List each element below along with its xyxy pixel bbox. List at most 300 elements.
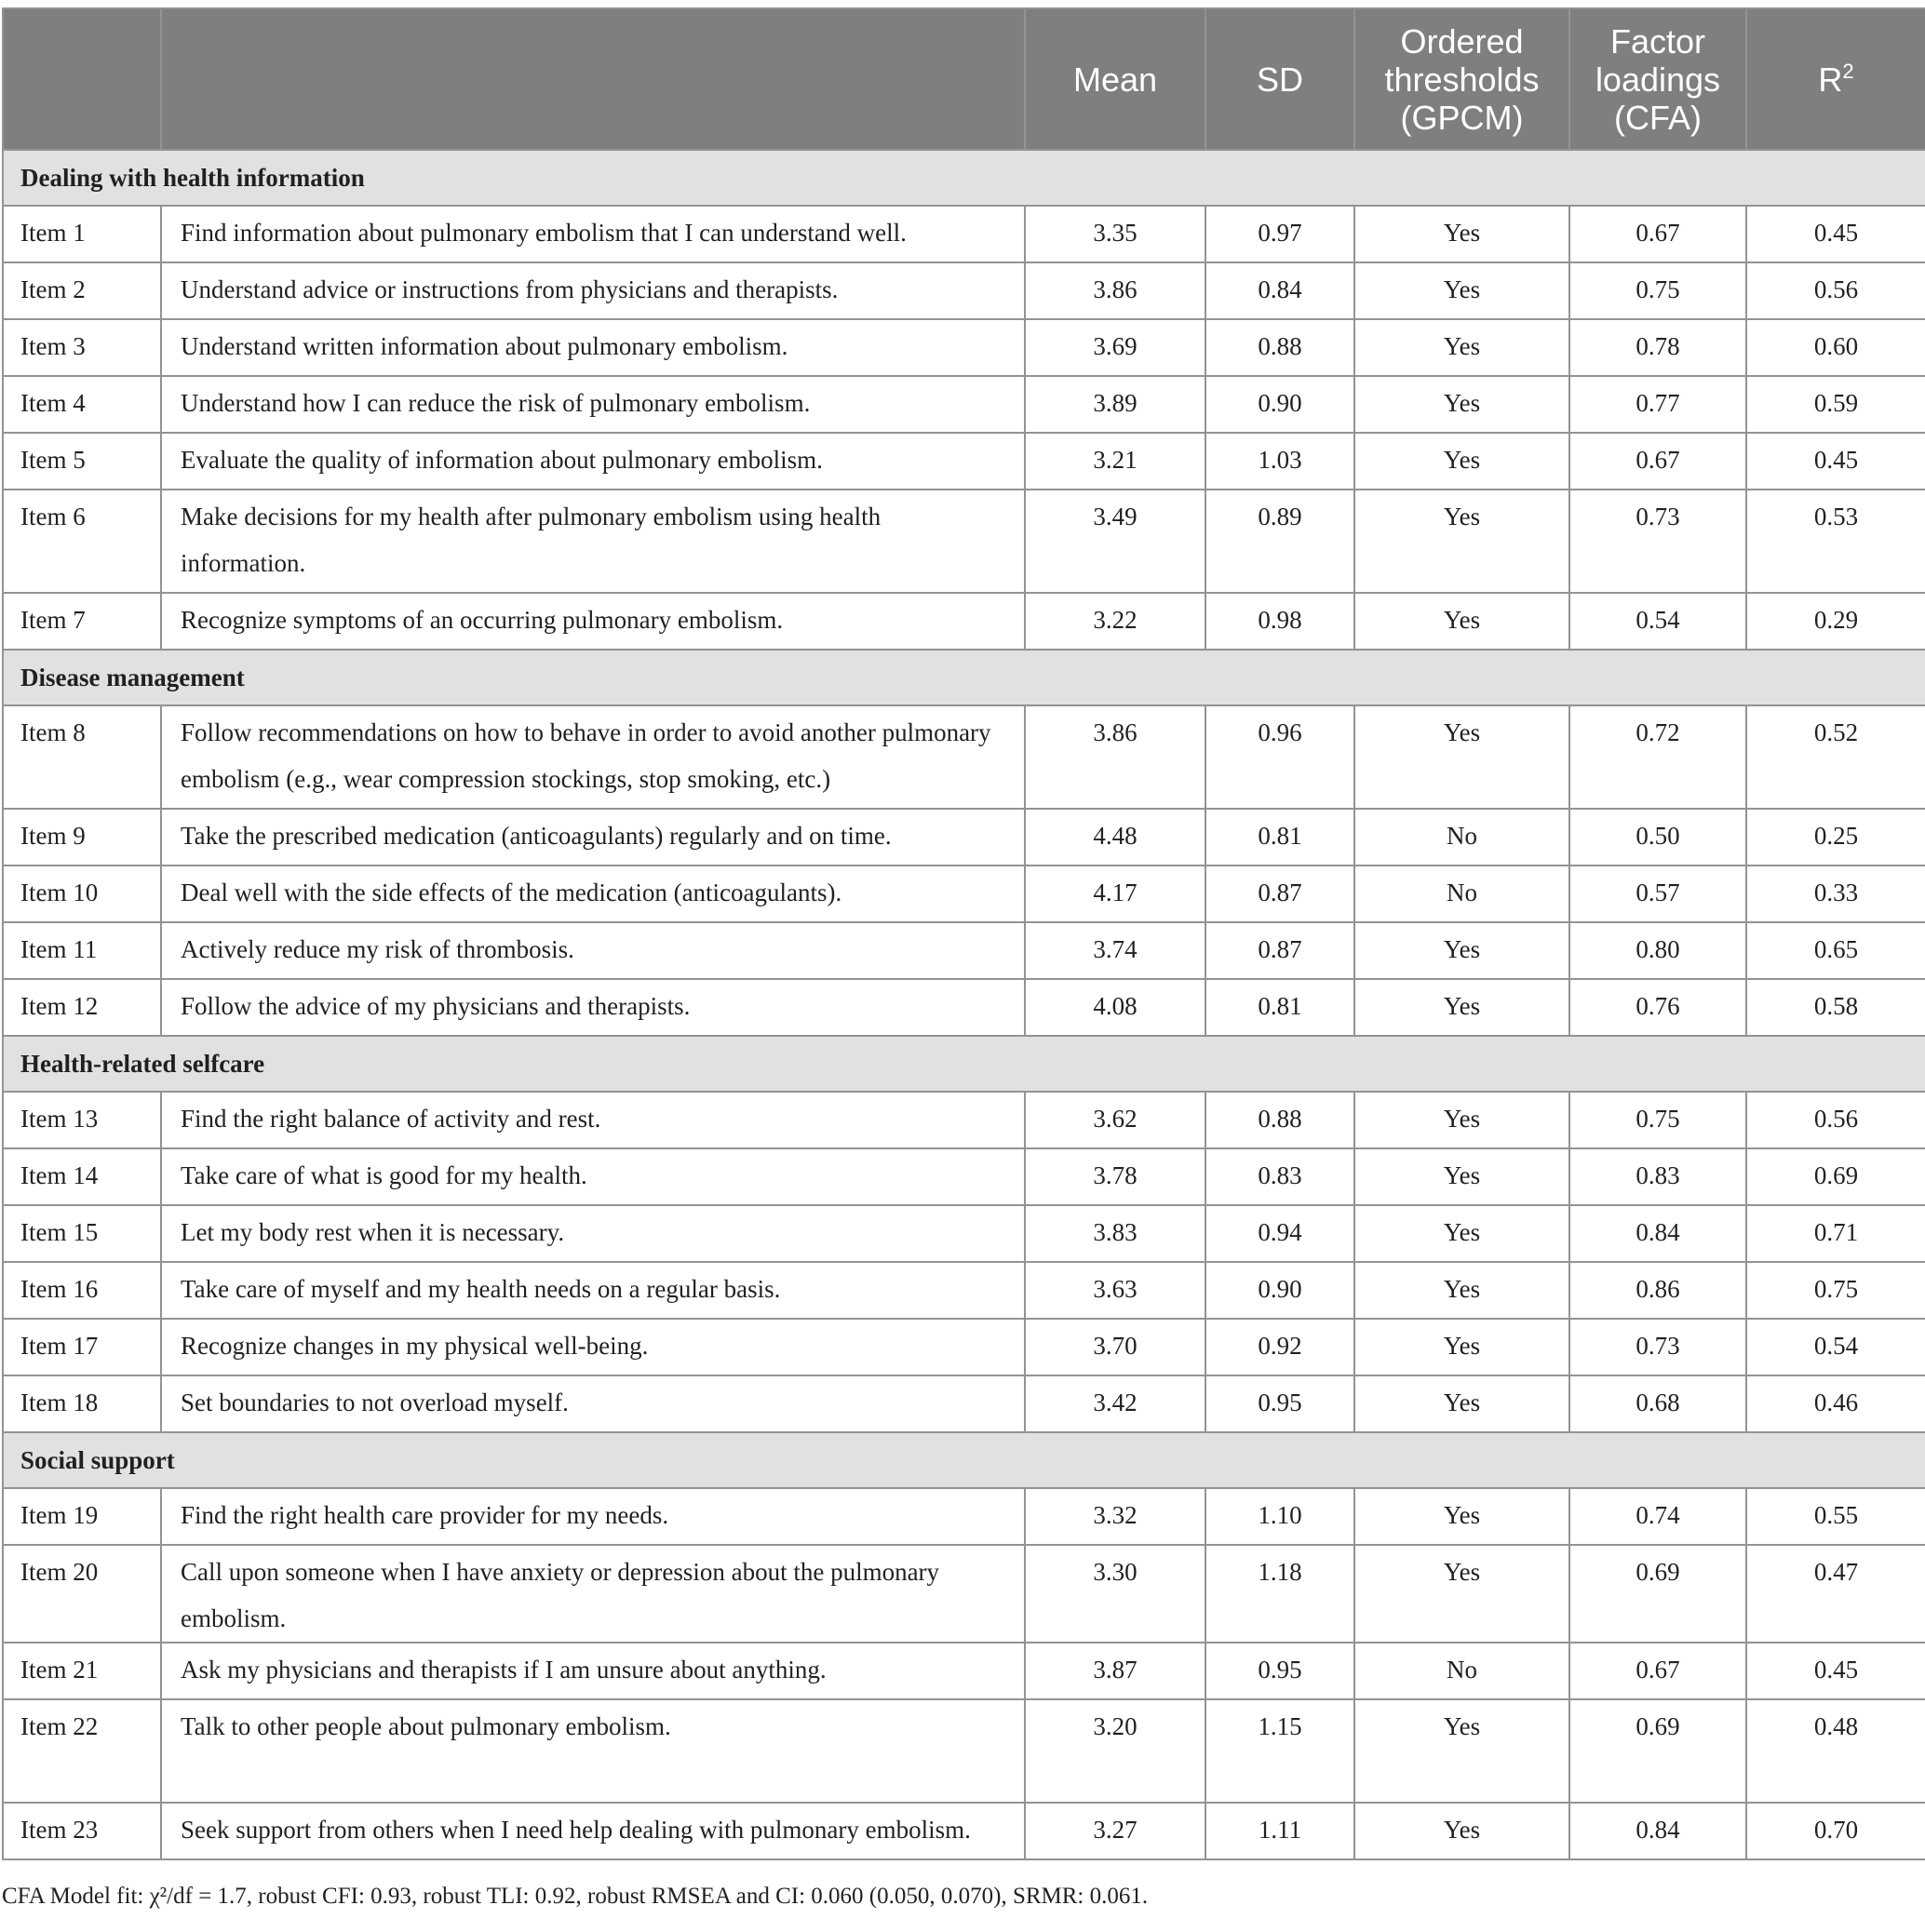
mean-value-text: 3.83 (1093, 1218, 1138, 1246)
r2-value-text: 0.54 (1813, 1332, 1859, 1360)
mean-value (1025, 1699, 1205, 1803)
thresholds-value-text: Yes (1443, 1275, 1481, 1303)
header-loadings: Factor loadings (CFA) (1569, 8, 1746, 150)
item-id (3, 1205, 161, 1262)
loading-value (1569, 206, 1746, 262)
sd-value (1205, 1092, 1354, 1148)
item-text-text: Recognize changes in my physical well-being. (181, 1332, 649, 1360)
sd-value-text: 0.88 (1258, 332, 1302, 360)
mean-value (1025, 865, 1205, 922)
r2-value-text: 0.48 (1813, 1712, 1859, 1740)
r2-value (1746, 922, 1925, 979)
loading-value-text: 0.80 (1636, 935, 1680, 963)
item-id (3, 1699, 161, 1803)
table-row (3, 433, 1925, 490)
item-text (161, 376, 1025, 433)
mean-value-text: 3.22 (1093, 606, 1138, 634)
thresholds-value (1354, 490, 1569, 593)
table-row (3, 1488, 1925, 1545)
sd-value (1205, 979, 1354, 1036)
item-text (161, 262, 1025, 319)
sd-value (1205, 1262, 1354, 1319)
r2-value (1746, 809, 1925, 865)
r2-value (1746, 206, 1925, 262)
item-text-text: Understand written information about pulmonary embolism. (181, 332, 788, 360)
sd-value (1205, 1545, 1354, 1643)
item-text-text: Deal well with the side effects of the medication (anticoagulants). (181, 879, 842, 906)
sd-value-text: 0.94 (1258, 1218, 1302, 1246)
sd-value (1205, 705, 1354, 809)
mean-value (1025, 1803, 1205, 1859)
item-id-text: Item 5 (20, 446, 86, 474)
section-title: Dealing with health information (3, 150, 1925, 206)
loading-value-text: 0.74 (1636, 1501, 1680, 1529)
r2-value (1746, 865, 1925, 922)
sd-value (1205, 593, 1354, 650)
loading-value (1569, 1148, 1746, 1205)
thresholds-value-text: Yes (1443, 503, 1481, 530)
item-id (3, 1803, 161, 1859)
sd-value-text: 0.81 (1258, 822, 1302, 850)
r2-value (1746, 1699, 1925, 1803)
item-id (3, 376, 161, 433)
mean-value (1025, 1545, 1205, 1643)
sd-value-text: 0.92 (1258, 1332, 1302, 1360)
table-body (3, 150, 1925, 1859)
item-id (3, 1092, 161, 1148)
thresholds-value (1354, 865, 1569, 922)
sd-value-text: 0.88 (1258, 1105, 1302, 1133)
loading-value (1569, 705, 1746, 809)
loading-value-text: 0.73 (1636, 503, 1680, 530)
item-id (3, 865, 161, 922)
thresholds-value-text: Yes (1443, 1501, 1481, 1529)
item-text (161, 809, 1025, 865)
item-id-text: Item 11 (20, 935, 98, 963)
table-row (3, 1375, 1925, 1432)
thresholds-value (1354, 319, 1569, 376)
table-row (3, 922, 1925, 979)
r2-value (1746, 1488, 1925, 1545)
r2-value-text: 0.75 (1813, 1275, 1859, 1303)
r2-value-text: 0.45 (1813, 446, 1859, 474)
item-text (161, 1699, 1025, 1803)
item-id (3, 1545, 161, 1643)
results-table (2, 7, 1925, 1860)
item-id-text: Item 9 (20, 822, 86, 850)
table-footnote: CFA Model fit: χ²/df = 1.7, robust CFI: 0.93, robust TLI: 0.92, robust RMSEA and CI: 0.060 (0.050, 0.070), SRMR: 0.061. (2, 1884, 1149, 1909)
thresholds-value (1354, 1375, 1569, 1432)
item-text-text: Find the right health care provider for my needs. (181, 1501, 669, 1529)
item-id (3, 1262, 161, 1319)
loading-value (1569, 1643, 1746, 1699)
item-text (161, 1262, 1025, 1319)
item-text (161, 1205, 1025, 1262)
item-id (3, 809, 161, 865)
mean-value-text: 3.69 (1093, 332, 1138, 360)
r2-value (1746, 1262, 1925, 1319)
item-id-text: Item 17 (20, 1332, 99, 1360)
sd-value-text: 0.90 (1258, 1275, 1302, 1303)
mean-value-text: 3.27 (1093, 1816, 1138, 1844)
mean-value (1025, 1375, 1205, 1432)
thresholds-value (1354, 1699, 1569, 1803)
item-text (161, 206, 1025, 262)
thresholds-value (1354, 262, 1569, 319)
thresholds-value-text: Yes (1443, 219, 1481, 247)
table-row (3, 979, 1925, 1036)
thresholds-value (1354, 1545, 1569, 1643)
item-id (3, 1643, 161, 1699)
thresholds-value (1354, 1319, 1569, 1375)
sd-value-text: 0.83 (1258, 1161, 1302, 1189)
mean-value (1025, 1092, 1205, 1148)
sd-value (1205, 1205, 1354, 1262)
r2-value (1746, 1148, 1925, 1205)
thresholds-value-text: Yes (1443, 275, 1481, 303)
r2-value (1746, 319, 1925, 376)
mean-value (1025, 1643, 1205, 1699)
header-row (3, 8, 1925, 150)
header-r2-superscript: 2 (1842, 59, 1854, 83)
item-id (3, 1319, 161, 1375)
item-id (3, 490, 161, 593)
mean-value-text: 4.48 (1093, 822, 1138, 850)
mean-value-text: 3.42 (1093, 1389, 1138, 1416)
table-row (3, 1545, 1925, 1643)
table-row (3, 206, 1925, 262)
item-id (3, 1148, 161, 1205)
item-text-text: Understand how I can reduce the risk of pulmonary embolism. (181, 389, 811, 417)
sd-value-text: 0.89 (1258, 503, 1302, 530)
sd-value-text: 0.98 (1258, 606, 1302, 634)
item-id-text: Item 16 (20, 1275, 99, 1303)
item-text (161, 433, 1025, 490)
thresholds-value (1354, 433, 1569, 490)
item-text (161, 705, 1025, 809)
r2-value-text: 0.53 (1813, 503, 1859, 530)
r2-value-text: 0.59 (1813, 389, 1859, 417)
section-title: Social support (3, 1432, 1925, 1488)
thresholds-value-text: Yes (1443, 1161, 1481, 1189)
loading-value-text: 0.84 (1636, 1816, 1680, 1844)
table-row (3, 865, 1925, 922)
table-row (3, 376, 1925, 433)
sd-value (1205, 1319, 1354, 1375)
r2-value-text: 0.69 (1813, 1161, 1859, 1189)
thresholds-value (1354, 376, 1569, 433)
item-text-text: Recognize symptoms of an occurring pulmonary embolism. (181, 606, 784, 634)
item-text (161, 1319, 1025, 1375)
sd-value-text: 1.15 (1258, 1712, 1302, 1740)
loading-value (1569, 865, 1746, 922)
header-r2 (1746, 8, 1925, 150)
loading-value-text: 0.69 (1636, 1712, 1680, 1740)
sd-value-text: 1.11 (1258, 1816, 1302, 1844)
r2-value-text: 0.70 (1813, 1816, 1859, 1844)
loading-value-text: 0.83 (1636, 1161, 1680, 1189)
thresholds-value (1354, 705, 1569, 809)
table-row (3, 1092, 1925, 1148)
sd-value (1205, 262, 1354, 319)
mean-value (1025, 705, 1205, 809)
mean-value (1025, 1488, 1205, 1545)
item-text (161, 979, 1025, 1036)
item-text (161, 593, 1025, 650)
loading-value-text: 0.75 (1636, 1105, 1680, 1133)
mean-value (1025, 1148, 1205, 1205)
section-title: Disease management (3, 650, 1925, 705)
table-row (3, 490, 1925, 593)
item-id-text: Item 4 (20, 389, 86, 417)
item-text (161, 1092, 1025, 1148)
sd-value-text: 1.03 (1258, 446, 1302, 474)
item-text-text: Seek support from others when I need help dealing with pulmonary embolism. (181, 1816, 971, 1844)
thresholds-value (1354, 206, 1569, 262)
item-id (3, 319, 161, 376)
item-id (3, 433, 161, 490)
item-id-text: Item 15 (20, 1218, 99, 1246)
thresholds-value-text: No (1447, 879, 1477, 906)
r2-value-text: 0.56 (1813, 275, 1859, 303)
item-text-text: Take care of what is good for my health. (181, 1161, 587, 1189)
thresholds-value-text: Yes (1443, 389, 1481, 417)
loading-value-text: 0.54 (1636, 606, 1680, 634)
r2-value-text: 0.56 (1813, 1105, 1859, 1133)
item-text (161, 319, 1025, 376)
sd-value (1205, 490, 1354, 593)
thresholds-value (1354, 979, 1569, 1036)
mean-value (1025, 490, 1205, 593)
sd-value-text: 0.96 (1258, 718, 1302, 746)
item-text-text: Find information about pulmonary embolism that I can understand well. (181, 219, 907, 247)
sd-value-text: 0.97 (1258, 219, 1302, 247)
thresholds-value-text: Yes (1443, 1218, 1481, 1246)
mean-value-text: 3.30 (1093, 1558, 1138, 1586)
loading-value-text: 0.73 (1636, 1332, 1680, 1360)
sd-value (1205, 376, 1354, 433)
mean-value (1025, 433, 1205, 490)
item-text-text: Ask my physicians and therapists if I am unsure about anything. (181, 1656, 827, 1684)
item-id-text: Item 18 (20, 1389, 99, 1416)
r2-value-text: 0.60 (1813, 332, 1859, 360)
item-id (3, 705, 161, 809)
table-row (3, 1803, 1925, 1859)
thresholds-value (1354, 1488, 1569, 1545)
mean-value-text: 4.17 (1093, 879, 1138, 906)
r2-value (1746, 1205, 1925, 1262)
mean-value-text: 3.32 (1093, 1501, 1138, 1529)
item-text (161, 1545, 1025, 1643)
loading-value-text: 0.86 (1636, 1275, 1680, 1303)
r2-value-text: 0.55 (1813, 1501, 1859, 1529)
loading-value-text: 0.76 (1636, 992, 1680, 1020)
r2-value (1746, 979, 1925, 1036)
table-row (3, 1262, 1925, 1319)
r2-value-text: 0.71 (1813, 1218, 1859, 1246)
r2-value (1746, 1092, 1925, 1148)
item-id-text: Item 7 (20, 606, 86, 634)
loading-value (1569, 1803, 1746, 1859)
item-text (161, 922, 1025, 979)
r2-value-text: 0.25 (1813, 822, 1859, 850)
item-text-text: Find the right balance of activity and rest. (181, 1105, 601, 1133)
thresholds-value (1354, 1262, 1569, 1319)
loading-value (1569, 593, 1746, 650)
table-row (3, 1205, 1925, 1262)
mean-value (1025, 262, 1205, 319)
sd-value-text: 0.81 (1258, 992, 1302, 1020)
r2-value (1746, 262, 1925, 319)
thresholds-value (1354, 1643, 1569, 1699)
item-id (3, 593, 161, 650)
mean-value (1025, 979, 1205, 1036)
r2-value-text: 0.58 (1813, 992, 1859, 1020)
loading-value (1569, 922, 1746, 979)
item-id-text: Item 10 (20, 879, 99, 906)
r2-value (1746, 593, 1925, 650)
sd-value-text: 1.18 (1258, 1558, 1302, 1586)
sd-value-text: 0.87 (1258, 879, 1302, 906)
thresholds-value-text: Yes (1443, 446, 1481, 474)
loading-value (1569, 1205, 1746, 1262)
r2-value-text: 0.47 (1813, 1558, 1859, 1586)
table-row (3, 1319, 1925, 1375)
item-id-text: Item 20 (20, 1558, 99, 1586)
mean-value (1025, 593, 1205, 650)
loading-value (1569, 433, 1746, 490)
mean-value-text: 3.70 (1093, 1332, 1138, 1360)
item-id-text: Item 19 (20, 1501, 99, 1529)
r2-value-text: 0.45 (1813, 1656, 1859, 1684)
item-id-text: Item 21 (20, 1656, 99, 1684)
sd-value (1205, 319, 1354, 376)
sd-value (1205, 1488, 1354, 1545)
table-row (3, 1148, 1925, 1205)
loading-value-text: 0.67 (1636, 219, 1680, 247)
header-sd: SD (1205, 8, 1354, 150)
mean-value (1025, 376, 1205, 433)
loading-value (1569, 1375, 1746, 1432)
item-id (3, 1375, 161, 1432)
section-title: Health-related selfcare (3, 1036, 1925, 1092)
loading-value-text: 0.50 (1636, 822, 1680, 850)
thresholds-value-text: Yes (1443, 1389, 1481, 1416)
table-row (3, 319, 1925, 376)
thresholds-value (1354, 922, 1569, 979)
mean-value-text: 3.63 (1093, 1275, 1138, 1303)
item-text-text: Take care of myself and my health needs on a regular basis. (181, 1275, 781, 1303)
table-row (3, 705, 1925, 809)
header-thresholds: Ordered thresholds (GPCM) (1354, 8, 1569, 150)
thresholds-value-text: Yes (1443, 935, 1481, 963)
item-text-text: Follow recommendations on how to behave in order to avoid another pulmonary embolism (e.g., wear compression stockings, stop smoking, etc.) (181, 718, 991, 793)
r2-value (1746, 1375, 1925, 1432)
sd-value (1205, 1148, 1354, 1205)
item-text-text: Evaluate the quality of information about pulmonary embolism. (181, 446, 823, 474)
item-text-text: Understand advice or instructions from physicians and therapists. (181, 275, 839, 303)
loading-value (1569, 1262, 1746, 1319)
r2-value-text: 0.52 (1813, 718, 1859, 746)
mean-value (1025, 1205, 1205, 1262)
r2-value (1746, 1319, 1925, 1375)
item-id (3, 922, 161, 979)
thresholds-value (1354, 1803, 1569, 1859)
thresholds-value-text: Yes (1443, 606, 1481, 634)
thresholds-value-text: Yes (1443, 1558, 1481, 1586)
loading-value-text: 0.67 (1636, 446, 1680, 474)
thresholds-value (1354, 593, 1569, 650)
mean-value-text: 3.78 (1093, 1161, 1138, 1189)
header-text-cell (161, 8, 1025, 150)
item-text (161, 1488, 1025, 1545)
item-text (161, 1643, 1025, 1699)
item-id-text: Item 2 (20, 275, 86, 303)
thresholds-value-text: No (1447, 822, 1477, 850)
sd-value (1205, 922, 1354, 979)
section-header-row (3, 650, 1925, 705)
item-text-text: Set boundaries to not overload myself. (181, 1389, 569, 1416)
r2-value-text: 0.65 (1813, 935, 1859, 963)
item-text-text: Actively reduce my risk of thrombosis. (181, 935, 574, 963)
r2-value (1746, 433, 1925, 490)
mean-value-text: 3.89 (1093, 389, 1138, 417)
loading-value-text: 0.67 (1636, 1656, 1680, 1684)
table-row (3, 1699, 1925, 1803)
item-text (161, 865, 1025, 922)
mean-value (1025, 1319, 1205, 1375)
loading-value (1569, 1545, 1746, 1643)
thresholds-value-text: Yes (1443, 332, 1481, 360)
sd-value-text: 0.95 (1258, 1656, 1302, 1684)
item-text-text: Call upon someone when I have anxiety or depression about the pulmonary embolism. (181, 1558, 940, 1632)
section-header-row (3, 1432, 1925, 1488)
loading-value-text: 0.68 (1636, 1389, 1680, 1416)
sd-value-text: 0.90 (1258, 389, 1302, 417)
sd-value (1205, 206, 1354, 262)
sd-value-text: 0.95 (1258, 1389, 1302, 1416)
loading-value (1569, 1092, 1746, 1148)
item-id-text: Item 8 (20, 718, 86, 746)
loading-value (1569, 1699, 1746, 1803)
thresholds-value-text: Yes (1443, 1816, 1481, 1844)
mean-value-text: 3.21 (1093, 446, 1138, 474)
section-header-row (3, 150, 1925, 206)
table-row (3, 1643, 1925, 1699)
item-text-text: Let my body rest when it is necessary. (181, 1218, 565, 1246)
mean-value-text: 3.74 (1093, 935, 1138, 963)
loading-value-text: 0.84 (1636, 1218, 1680, 1246)
r2-value (1746, 490, 1925, 593)
table-row (3, 262, 1925, 319)
header-r2-base: R (1818, 60, 1843, 99)
header-mean: Mean (1025, 8, 1205, 150)
loading-value (1569, 809, 1746, 865)
item-text-text: Follow the advice of my physicians and therapists. (181, 992, 691, 1020)
sd-value (1205, 1375, 1354, 1432)
mean-value (1025, 809, 1205, 865)
mean-value-text: 3.87 (1093, 1656, 1138, 1684)
item-id-text: Item 23 (20, 1816, 99, 1844)
item-text-text: Talk to other people about pulmonary embolism. (181, 1712, 671, 1740)
loading-value (1569, 319, 1746, 376)
mean-value (1025, 206, 1205, 262)
r2-value (1746, 376, 1925, 433)
header-id-cell (3, 8, 161, 150)
r2-value-text: 0.45 (1813, 219, 1859, 247)
item-id (3, 206, 161, 262)
mean-value-text: 3.86 (1093, 718, 1138, 746)
